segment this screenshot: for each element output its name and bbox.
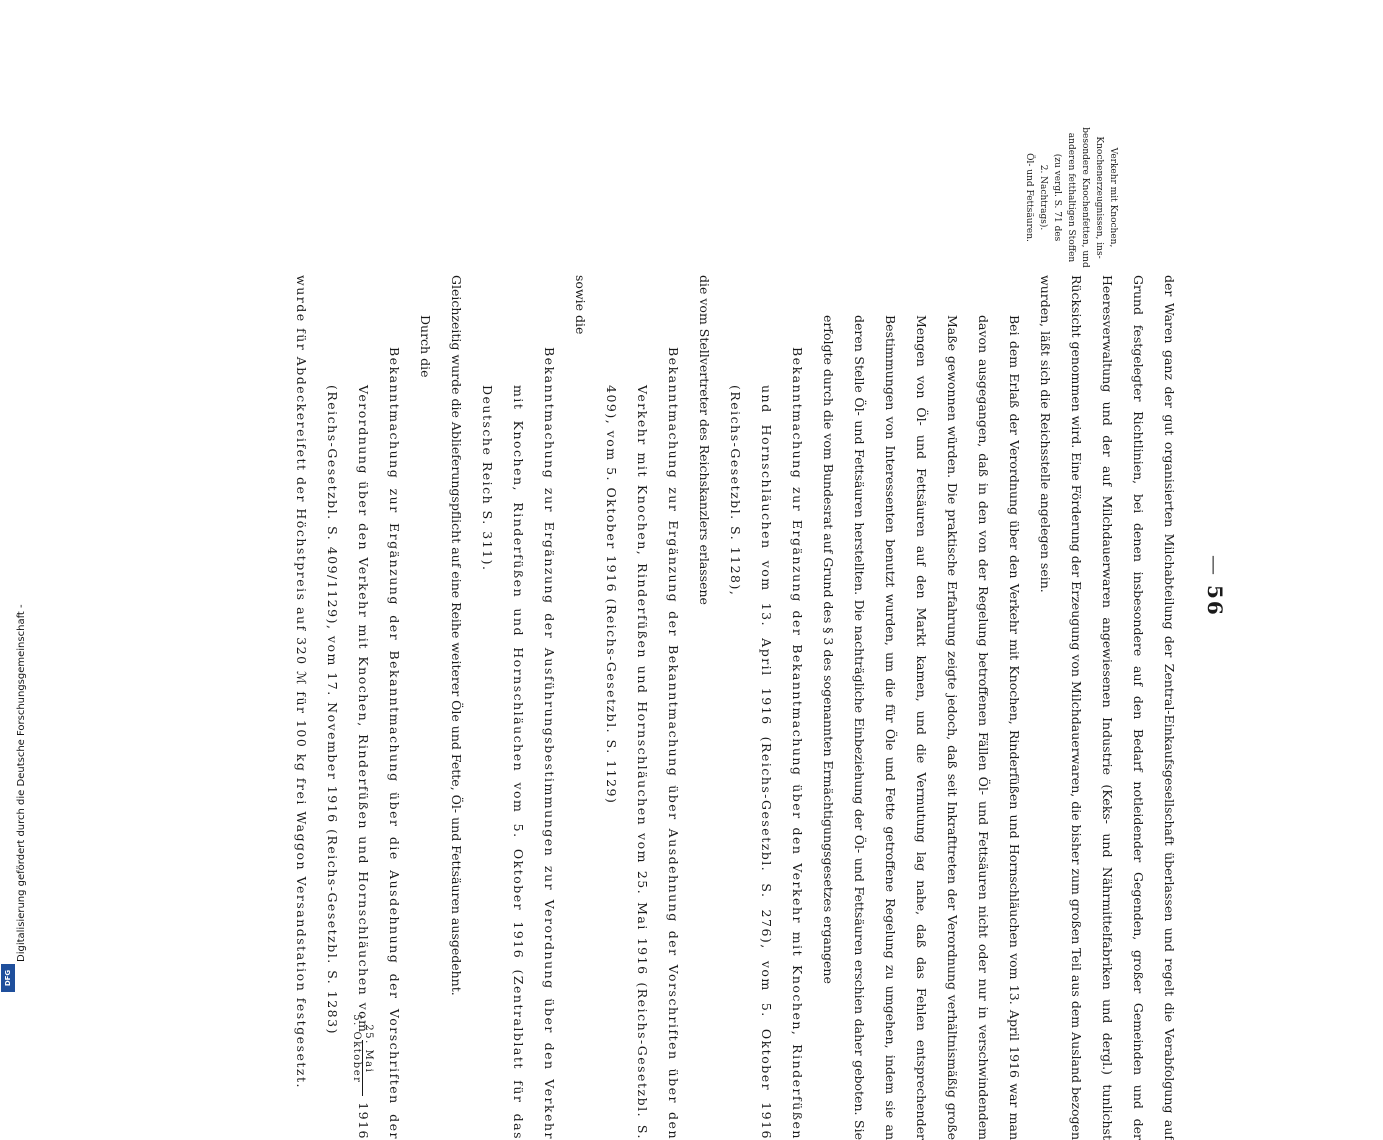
quoted-decree: Bekanntmachung zur Ergänzung der Bekanntmachung über den Verkehr mit Knochen, Rinderfüßen und Hornschläuchen vom 13. April 1916 (Reichs-Gesetzbl. S. 276), vom 5. Oktober 1916 (Reichs-Gesetzbl. S. 1128), — [728, 347, 805, 1140]
paragraph: sowie die — [573, 275, 588, 335]
quoted-decree: Bekanntmachung zur Ergänzung der Bekanntmachung über die Ausdehnung der Vorschriften der Verordnung über den Verkehr mit Knochen, Rinderfüßen und Hornschläuchen vom 25. Mai 5. Oktober 1916 (Reichs-Gesetzbl. S. 409/1129), vom 17. November 1916 (Reichs-Gesetzbl. S. 1283) — [325, 347, 402, 1140]
page-number: —56 — [1203, 555, 1227, 617]
paragraph: die vom Stellvertreter des Reichskanzlers erlassene — [697, 275, 712, 605]
paragraph: wurde für Abdeckereifett der Höchstpreis auf 320 ℳ für 100 kg frei Waggon Versandstation festgesetzt. — [294, 275, 309, 1089]
date-fraction: 25. Mai 5. Oktober — [351, 1040, 374, 1096]
paragraph: Gleichzeitig wurde die Ablieferungspflicht auf eine Reihe weiterer Öle und Fette, Öl- und Fettsäuren ausgedehnt. — [449, 275, 464, 996]
paragraph: Durch die — [418, 315, 433, 378]
dfg-logo-icon: DFG — [1, 964, 15, 992]
margin-note-knochen: Verkehr mit Knochen, Knochenerzeugnissen, ins- besondere Knochenfetten, und anderen fetthaltigen Stoffen (zu vergl. S. 71 des 2. Nachtrags). Öl- und Fettsäuren. — [1024, 127, 1118, 268]
paragraph: der Waren ganz der gut organisierten Milchabteilung der Zentral-Einkaufsgesellschaft überlassen und regelt die Verabfolgung auf Grund festgelegter Richtlinien, bei denen insbesondere auf den Bedarf notleidender Gegenden, großer Gemeinden und der Heeresverwaltung und der auf Milchdauerwaren angewiesenen Industrie (Keks- und Nährmittelfabriken und dergl.) tunlichst Rücksicht genommen wird. Eine Förderung der Erzeugung von Milchdauerwaren, die bisher zum großen Teil aus dem Ausland bezogen wurden, läßt sich die Reichsstelle angelegen sein. — [1038, 275, 1177, 1140]
footer-text: Digitalisierung gefördert durch die Deutsche Forschungsgemeinschaft - — [16, 604, 27, 962]
document-page — [145, 0, 1255, 1140]
quoted-decree: Bekanntmachung zur Ergänzung der Bekanntmachung über Ausdehnung der Vorschriften über den Verkehr mit Knochen, Rinderfüßen und Hornschläuchen vom 25. Mai 1916 (Reichs-Gesetzbl. S. 409), vom 5. Oktober 1916 (Reichs-Gesetzbl. S. 1129) — [604, 347, 681, 1140]
body-text — [286, 275, 1185, 1140]
quoted-decree: Bekanntmachung zur Ergänzung der Ausführungsbestimmungen zur Verordnung über den Verkehr mit Knochen, Rinderfüßen und Hornschläuchen vom 5. Oktober 1916 (Zentralblatt für das Deutsche Reich S. 311). — [480, 347, 557, 1140]
paragraph: Bei dem Erlaß der Verordnung über den Verkehr mit Knochen, Rinderfüßen und Hornschläuchen vom 13. April 1916 war man davon ausgegangen, daß in den von der Regelung betroffenen Fällen Öl- und Fettsäuren nicht oder nur in verschwindendem Maße gewonnen würden. Die praktische Erfahrung zeigte jedoch, daß seit Inkrafttreten der Verordnung verhältnismäßig große Mengen von Öl- und Fettsäuren auf den Markt kamen, und die Vermutung lag nahe, daß das Fehlen entsprechender Bestimmungen von Interessenten benutzt wurden, um die für Öle und Fette getroffene Regelung zu umgehen, indem sie an deren Stelle Öl- und Fettsäuren herstellten. Die nachträgliche Einbeziehung der Öl- und Fettsäuren erschien daher geboten. Sie erfolgte durch die vom Bundesrat auf Grund des § 3 des sogenannten Ermächtigungsgesetzes ergangene — [821, 315, 1022, 1140]
digitization-footer — [0, 0, 27, 1000]
